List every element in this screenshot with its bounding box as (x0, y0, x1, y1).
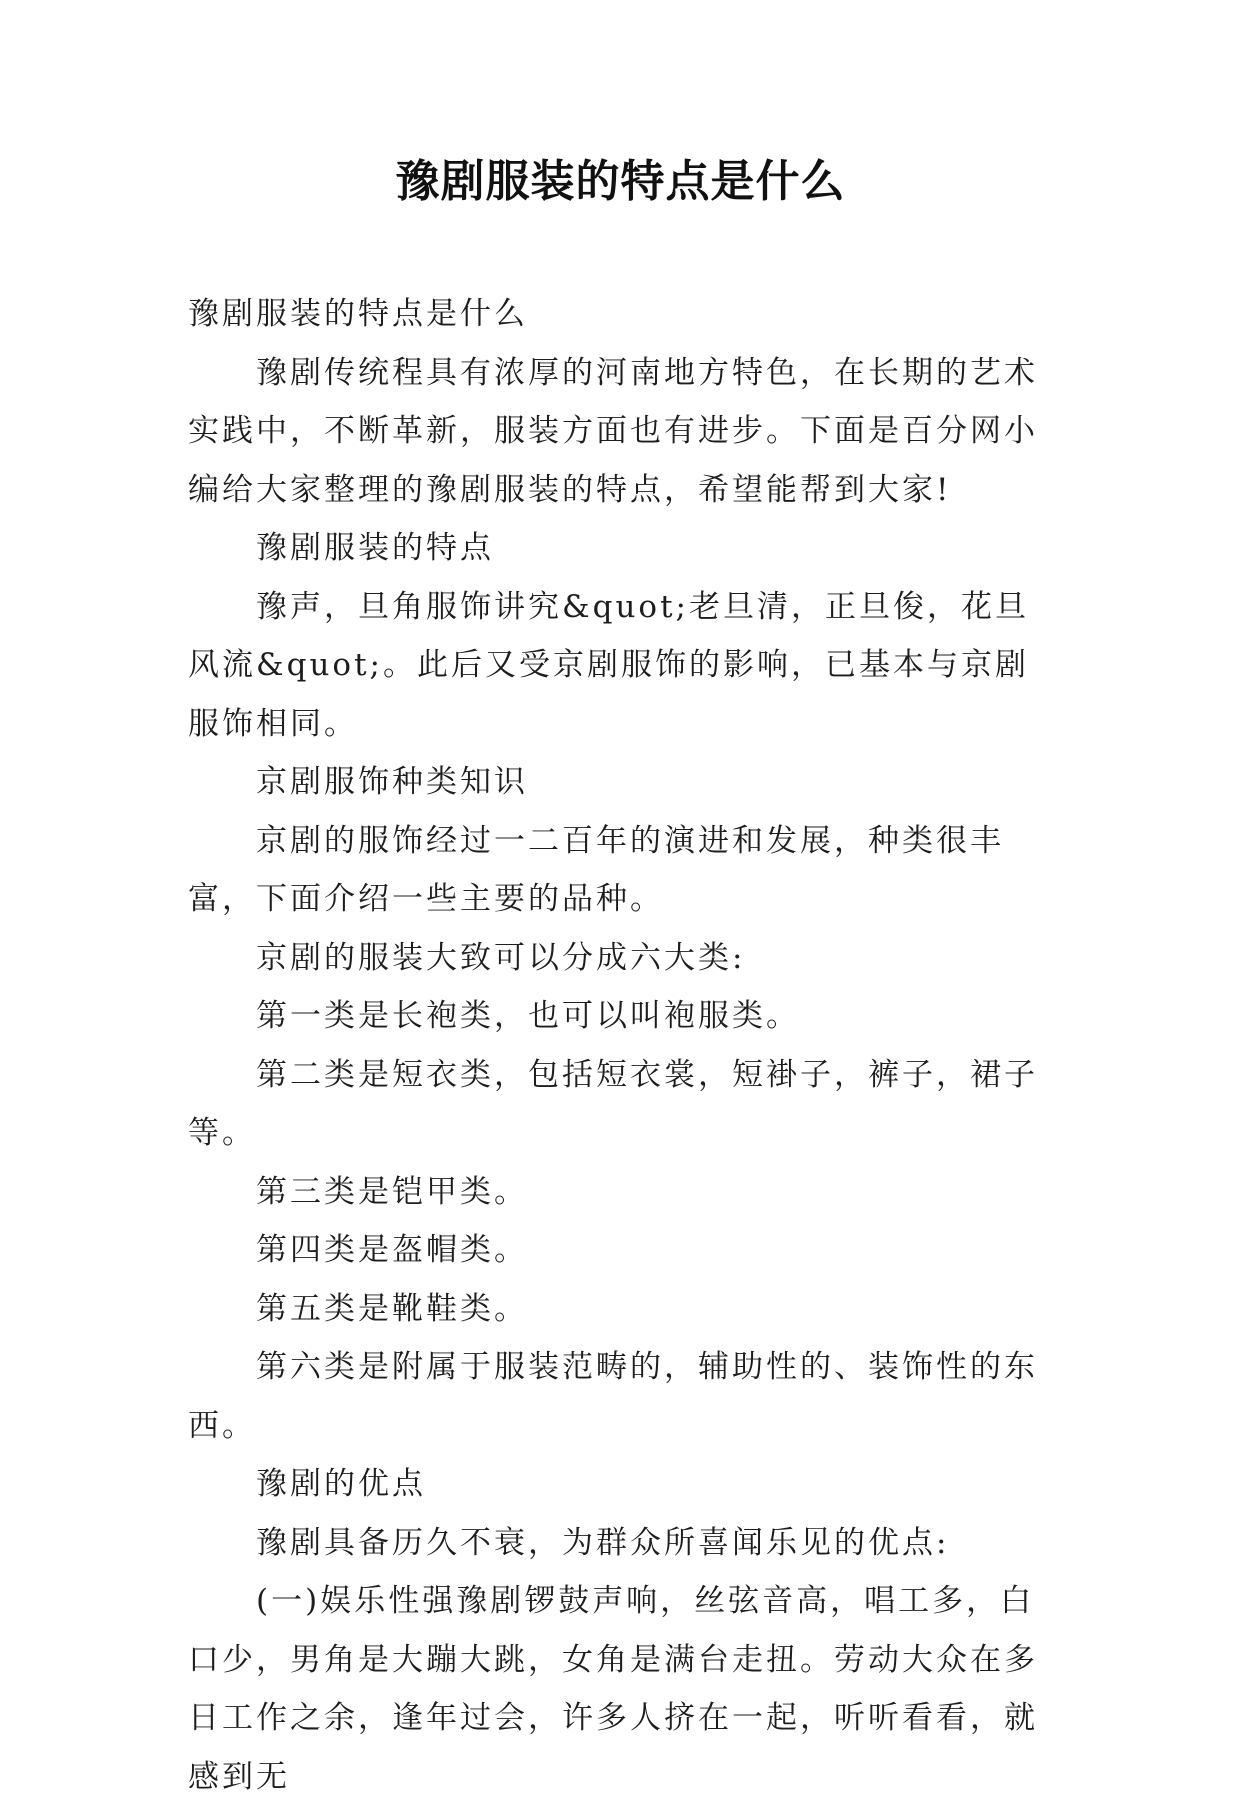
paragraph-intro: 豫剧传统程具有浓厚的河南地方特色，在长期的艺术实践中，不断革新，服装方面也有进步。下面是百分网小编给大家整理的豫剧服装的特点，希望能帮到大家! (188, 354, 1038, 508)
list-item-category-6: 第六类是附属于服装范畴的，辅助性的、装饰性的东西。 (188, 1349, 1038, 1444)
document-title: 豫剧服装的特点是什么 (395, 156, 846, 207)
paragraph-entertainment: (一)娱乐性强豫剧锣鼓声响，丝弦音高，唱工多，白口少，男角是大蹦大跳，女角是满台走扭。劳动大众在多日工作之余，逢年过会，许多人挤在一起，听听看看，就感到无 (188, 1583, 1038, 1795)
document-body (188, 285, 1054, 1806)
paragraph-subtitle: 豫剧服装的特点是什么 (188, 296, 528, 332)
list-item-category-2: 第二类是短衣类，包括短衣裳，短褂子，裤子，裙子等。 (188, 1056, 1038, 1151)
list-item-category-3: 第三类是铠甲类。 (256, 1173, 528, 1210)
paragraph-peking-costume-types: 京剧的服饰经过一二百年的演进和发展，种类很丰富，下面介绍一些主要的品种。 (188, 822, 1004, 917)
paragraph-six-categories: 京剧的服装大致可以分成六大类: (256, 939, 746, 976)
list-item-category-4: 第四类是盔帽类。 (256, 1232, 528, 1268)
heading-peking-costume-types: 京剧服饰种类知识 (256, 764, 528, 800)
heading-yuju-advantages: 豫剧的优点 (256, 1466, 426, 1502)
heading-costume-features: 豫剧服装的特点 (256, 530, 494, 566)
paragraph-costume-features: 豫声，旦角服饰讲究&quot;老旦清，正旦俊，花旦风流&quot;。此后又受京剧服饰的影响，已基本与京剧服饰相同。 (188, 588, 1029, 742)
list-item-category-1: 第一类是长袍类，也可以叫袍服类。 (256, 998, 800, 1034)
paragraph-yuju-advantages: 豫剧具备历久不衰，为群众所喜闻乐见的优点: (256, 1524, 950, 1561)
list-item-category-5: 第五类是靴鞋类。 (256, 1290, 528, 1327)
